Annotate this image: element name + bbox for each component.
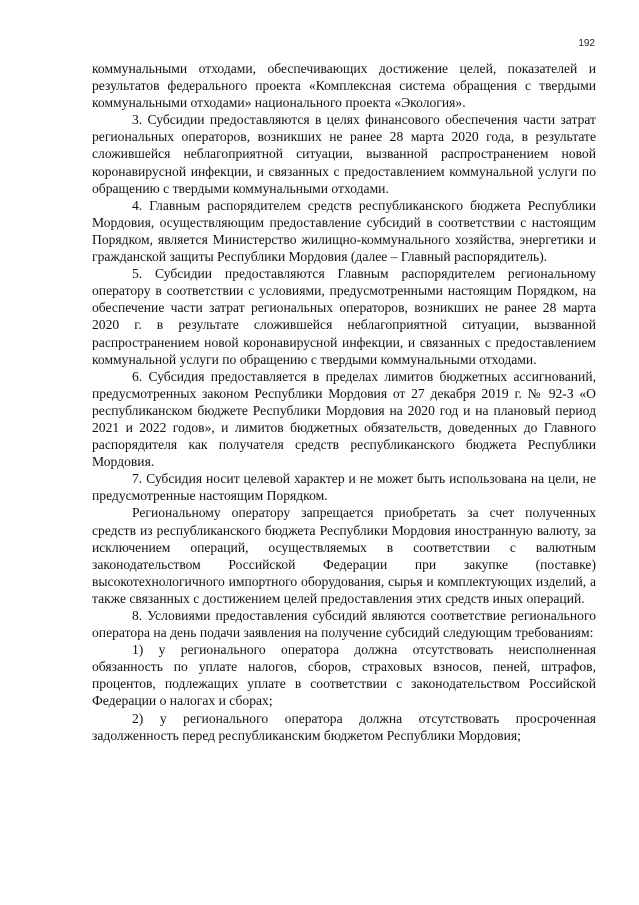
condition-item-2: 2) у регионального оператора должна отсутствовать просроченная задолженность перед республиканским бюджетом Республики Мордовия;	[92, 710, 596, 743]
paragraph-3-purpose: 3. Субсидии предоставляются в целях финансового обеспечения части затрат региональных операторов, возникших не ранее 28 марта 2020 года, в результате сложившейся неблагоприятной ситуации, вызванной распространением новой коронавирусной инфекции, и связанных с предоставлением коммунальной услуги по обращению с твердыми коммунальными отходами.	[92, 112, 596, 196]
paragraph-currency-prohibition: Региональному оператору запрещается приобретать за счет полученных средств из республиканского бюджета Республики Мордовия иностранную валюту, за исключением операций, осуществляемых в соответствии с валютным законодательством Российской Федерации при закупке (поставке) высокотехнологичного импортного оборудования, сырья и комплектующих изделий, а также связанных с достижением целей предоставления этих средств иных операций.	[92, 505, 596, 606]
condition-item-1: 1) у регионального оператора должна отсутствовать неисполненная обязанность по уплате налогов, сборов, страховых взносов, пеней, штрафов, процентов, подлежащих уплате в соответствии с законодательством Российской Федерации о налогах и сборах;	[92, 642, 596, 709]
paragraph-6-limits: 6. Субсидия предоставляется в пределах лимитов бюджетных ассигнований, предусмотренных законом Республики Мордовия от 27 декабря 2019 г. № 92-З «О республиканском бюджете Республики Мордовия на 2020 год и на плановый период 2021 и 2022 годов», и лимитов бюджетных обязательств, доведенных до Главного распорядителя как получателя средств республиканского бюджета Республики Мордовия.	[92, 368, 596, 470]
page-number: 192	[578, 38, 595, 49]
paragraph-4-main-administrator: 4. Главным распорядителем средств республиканского бюджета Республики Мордовия, осуществляющим предоставление субсидий в соответствии с настоящим Порядком, является Министерство жилищно-коммунального хозяйства, энергетики и гражданской защиты Республики Мордовия (далее – Главный распорядитель).	[92, 197, 596, 265]
paragraph-5-provision: 5. Субсидии предоставляются Главным распорядителем региональному оператору в соответствии с условиями, предусмотренными настоящим Порядком, на обеспечение части затрат региональных операторов, возникших не ранее 28 марта 2020 г. в результате сложившейся неблагоприятной ситуации, вызванной распространением новой коронавирусной инфекции, и связанных с предоставлением коммунальной услуги по обращению с твердыми коммунальными отходами.	[92, 266, 596, 367]
paragraph-continuation: коммунальными отходами, обеспечивающих достижение целей, показателей и результатов федерального проекта «Комплексная система обращения с твердыми коммунальными отходами» национального проекта «Экология».	[92, 61, 596, 111]
document-body	[92, 60, 596, 744]
paragraph-7-target: 7. Субсидия носит целевой характер и не может быть использована на цели, не предусмотренные настоящим Порядком.	[92, 471, 596, 504]
paragraph-8-conditions: 8. Условиями предоставления субсидий являются соответствие регионального оператора на день подачи заявления на получение субсидий следующим требованиям:	[92, 608, 596, 641]
